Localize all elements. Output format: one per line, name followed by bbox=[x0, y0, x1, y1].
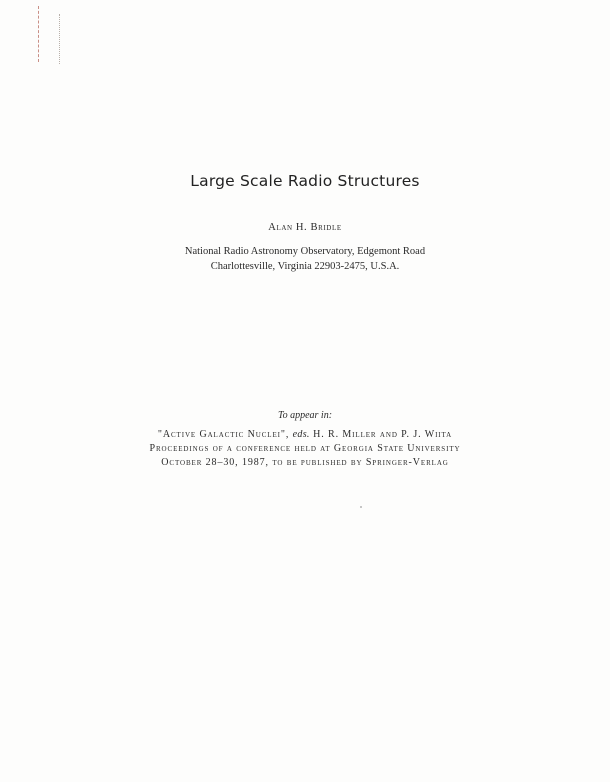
scan-edge-mark bbox=[38, 6, 39, 62]
affiliation-line-1: National Radio Astronomy Observatory, Edgemont Road bbox=[184, 246, 426, 257]
publication-line-3: October 28–30, 1987, to be published by Springer-Verlag bbox=[161, 457, 449, 468]
editors: H. R. Miller and P. J. Wiita bbox=[313, 429, 453, 440]
author-name: Alan H. Bridle bbox=[268, 222, 342, 233]
affiliation-line-2: Charlottesville, Virginia 22903-2475, U.S.A. bbox=[210, 261, 400, 272]
scan-edge-mark bbox=[59, 14, 60, 64]
paper-title: Large Scale Radio Structures bbox=[190, 172, 420, 190]
book-title: "Active Galactic Nuclei", bbox=[157, 429, 290, 440]
publication-line-2: Proceedings of a conference held at Georgia State University bbox=[149, 443, 461, 454]
author-affiliation bbox=[0, 244, 610, 274]
editors-abbrev: eds. bbox=[292, 429, 310, 440]
scan-speck bbox=[360, 506, 362, 508]
publication-line-1 bbox=[0, 428, 610, 442]
to-appear-label: To appear in: bbox=[277, 410, 333, 421]
publication-info bbox=[0, 428, 610, 470]
